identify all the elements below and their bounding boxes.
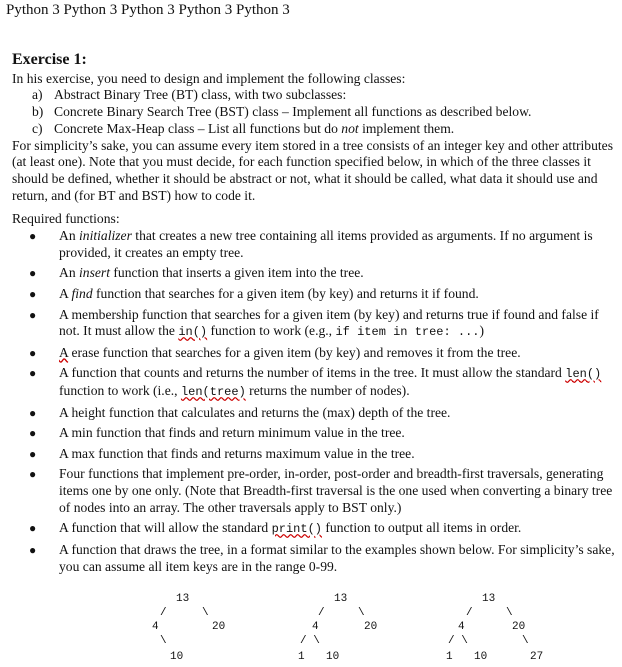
- function-item: ● A function that counts and returns the number of items in the tree. It must allow the standard len() function to work (i.e., len(tree) returns the number of nodes).: [29, 365, 602, 400]
- functions-list: [12, 228, 616, 575]
- tree-node: 4: [312, 621, 319, 633]
- tree-node: 10: [326, 651, 340, 663]
- function-item: ● An initializer that creates a new tree containing all items provided as arguments. If no argument is provided, it creates an empty tree.: [29, 228, 593, 260]
- tree-node: 10: [474, 651, 488, 663]
- tree-node: 27: [530, 651, 544, 663]
- function-item: ● A membership function that searches for a given item (by key) and returns true if found and false if not. It must allow the in() function to work (e.g., if item in tree: ...): [29, 306, 599, 340]
- tree-node: 10: [170, 651, 184, 663]
- function-item: ● A function that draws the tree, in a format similar to the examples shown below. For simplicity’s sake, you can assume all item keys are in the range 0-99.: [29, 542, 615, 574]
- function-item: ● A min function that finds and return minimum value in the tree.: [29, 425, 405, 441]
- tree-node: 20: [364, 621, 378, 633]
- function-item: ● An insert function that inserts a given item into the tree.: [29, 265, 364, 281]
- class-list: [12, 87, 616, 137]
- tree-node: 4: [458, 621, 465, 633]
- tree-node-root: 13: [176, 593, 190, 605]
- function-item: ● A find function that searches for a given item (by key) and returns it if found.: [29, 285, 479, 301]
- page-header: Python 3 Python 3 Python 3 Python 3 Python 3: [6, 2, 290, 18]
- tree-node: 4: [152, 621, 159, 633]
- tree-diagram-3: 13 / \ 4 20 / \ \ 1 10 27: [446, 593, 544, 663]
- class-item: c) Concrete Max-Heap class – List all functions but do not implement them.: [32, 120, 455, 136]
- tree-node-root: 13: [482, 593, 496, 605]
- function-item: ● A max function that finds and returns maximum value in the tree.: [29, 445, 415, 461]
- exercise-document: [12, 52, 616, 579]
- tree-diagram-2: 13 / \ 4 20 / \ 1 10: [298, 593, 378, 663]
- tree-node: 20: [512, 621, 526, 633]
- function-item: ● Four functions that implement pre-order, in-order, post-order and breadth-first traversals, generating items one by one only. (Note that Breadth-first traversal is the one used when converting a binary tree of nodes into an array. The other traversals apply to BST only.): [29, 466, 613, 515]
- tree-node-root: 13: [334, 593, 348, 605]
- function-item: ● A erase function that searches for a given item (by key) and removes it from the tree.: [29, 344, 521, 360]
- function-item: ● A height function that calculates and returns the (max) depth of the tree.: [29, 404, 451, 420]
- simplicity-paragraph: For simplicity’s sake, you can assume every item stored in a tree consists of an integer key and other attributes (at least one). Note that you must decide, for each function specified below, in which of the three classes it should be defined, whether it should be abstract or not, what it should be called, what data it should use and return, and (for BT and BST) how to code it.: [12, 137, 613, 203]
- class-item: a) Abstract Binary Tree (BT) class, with two subclasses:: [32, 87, 347, 103]
- required-functions-heading: Required functions:: [12, 211, 120, 227]
- tree-node: 1: [298, 651, 305, 663]
- tree-node: 20: [212, 621, 226, 633]
- tree-node: 1: [446, 651, 453, 663]
- exercise-title: Exercise 1:: [12, 51, 87, 68]
- function-item: ● A function that will allow the standard print() function to output all items in order.: [29, 520, 522, 537]
- class-item: b) Concrete Binary Search Tree (BST) class – Implement all functions as described below.: [32, 104, 532, 120]
- tree-diagram-1: 13 / \ 4 20 \ 10: [152, 593, 226, 663]
- intro-text: In his exercise, you need to design and implement the following classes:: [12, 70, 406, 86]
